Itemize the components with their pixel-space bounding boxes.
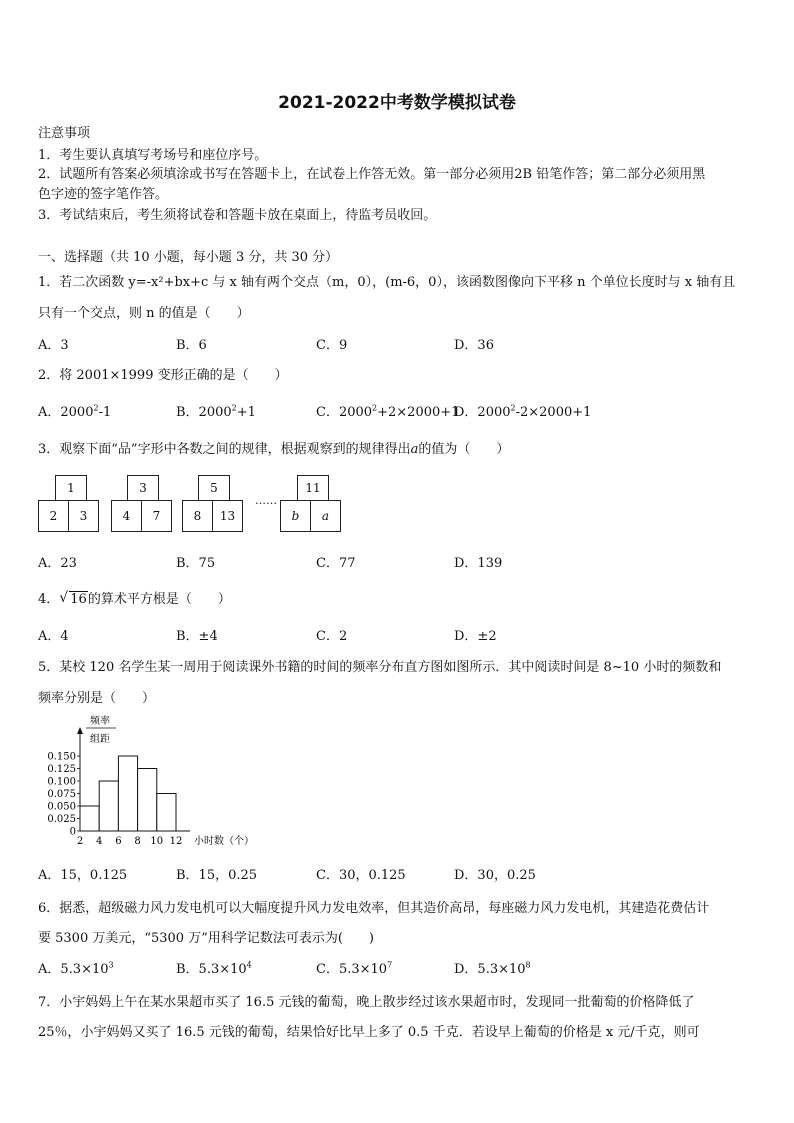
q3-fig3-top: 5	[198, 475, 230, 501]
x-tick-label: 6	[115, 836, 122, 847]
q3-fig2-left: 4	[111, 500, 142, 532]
q3-option-a: A．23	[38, 556, 77, 571]
q6-option-a: A．$5.3\times 10^3$	[38, 960, 114, 977]
q5-stem-1: 5．某校 120 名学生某一周用于阅读课外书籍的时间的频率分布直方图如图所示．其中阅读时间是 8~10 小时的频数和	[38, 660, 722, 675]
q5-option-b: B．15，0.25	[176, 868, 258, 883]
q6-option-d: D．$5.3\times 10^8$	[454, 960, 531, 977]
y-axis-arrow	[77, 727, 83, 734]
y-label-numerator: 频率	[90, 716, 110, 727]
x-tick-label: 4	[96, 836, 103, 847]
histogram-bar	[138, 769, 157, 832]
q3-fig3-left: 8	[182, 500, 213, 532]
q1-option-c: C．9	[316, 338, 348, 353]
x-tick-label: 10	[150, 836, 164, 847]
histogram-bar	[80, 806, 99, 831]
y-tick-label: 0	[69, 826, 76, 838]
q3-fig4-right: a	[310, 500, 341, 532]
q3-fig1-top: 1	[55, 475, 87, 501]
q1-stem-1: 1．若二次函数 y=-x²+bx+c 与 x 轴有两个交点（m，0），(m-6，0），该函数图像向下平移 n 个单位长度时与 x 轴有且	[38, 275, 736, 290]
q5-option-d: D．30，0.25	[454, 868, 536, 883]
y-tick-label: 0.050	[47, 801, 76, 813]
q6-stem-1: 6．据悉，超级磁力风力发电机可以大幅度提升风力发电效率，但其造价高昂，每座磁力风力发电机，其建造花费估计	[38, 901, 710, 916]
q3-fig4-left: b	[280, 500, 311, 532]
page-title: 2021-2022中考数学模拟试卷	[278, 93, 516, 113]
q7-stem-1: 7．小宇妈妈上午在某水果超市买了 16.5 元钱的葡萄，晚上散步经过该水果超市时，发现同一批葡萄的价格降低了	[38, 995, 695, 1010]
histogram-bar	[99, 781, 118, 831]
q2-option-c: C．$2000^2+2\times 2000+1$	[316, 403, 460, 420]
q1-option-d: D．36	[454, 338, 494, 353]
y-tick-label: 0.075	[47, 789, 76, 800]
q1-stem-2: 只有一个交点，则 n 的值是（ ）	[38, 306, 250, 321]
histogram-bar	[118, 756, 137, 831]
notes-line-2: 2．试题所有答案必须填涂或书写在答题卡上，在试卷上作答无效。第一部分必须用2B 铅笔作答；第二部分必须用黑	[38, 167, 706, 182]
q4-stem: 4． √ 16的算术平方根是（ ）	[38, 590, 231, 607]
q2-option-a: A．2000$^2$-1	[38, 403, 112, 420]
q5-stem-2: 频率分别是（ ）	[38, 691, 156, 706]
q6-option-c: C．$5.3\times 10^7$	[316, 960, 393, 977]
y-tick-label: 0.150	[47, 751, 76, 763]
histogram-chart	[30, 712, 270, 852]
notes-heading: 注意事项	[38, 126, 91, 141]
y-label-denominator: 组距	[90, 734, 110, 745]
q5-option-a: A．15，0.125	[38, 868, 128, 883]
q3-option-d: D．139	[454, 556, 503, 571]
x-axis-label: 小时数（个）	[194, 836, 254, 847]
q5-option-c: C．30，0.125	[316, 868, 406, 883]
q4-option-d: D．±2	[454, 629, 497, 644]
x-tick-label: 12	[169, 836, 183, 847]
q7-stem-2: 25％，小宇妈妈又买了 16.5 元钱的葡萄，结果恰好比早上多了 0.5 千克．若设早上葡萄的价格是 x 元/千克，则可	[38, 1025, 700, 1040]
q2-option-b: B．$2000^2+1$	[176, 403, 256, 420]
q3-fig1-left: 2	[38, 500, 69, 532]
q2-stem: 2．将 2001×1999 变形正确的是（ ）	[38, 368, 288, 383]
q6-stem-2: 要 5300 万美元，“5300 万”用科学记数法可表示为( )	[38, 931, 375, 946]
q2-option-d: D．$2000^2-2\times 2000+1$	[454, 403, 592, 420]
sqrt-symbol: √ 16	[59, 590, 87, 607]
histogram-bar	[157, 794, 176, 832]
x-tick-label: 2	[76, 836, 84, 847]
q3-ellipsis: ……	[255, 494, 277, 507]
notes-line-1: 1．考生要认真填写考场号和座位序号。	[38, 148, 268, 163]
q4-option-b: B．±4	[176, 629, 218, 644]
q3-fig2-top: 3	[127, 475, 159, 501]
q4-option-c: C．2	[316, 629, 348, 644]
section-heading: 一、选择题（共 10 小题，每小题 3 分，共 30 分）	[38, 250, 339, 265]
y-tick-label: 0.100	[47, 776, 76, 788]
q3-stem: 3．观察下面“品”字形中各数之间的规律，根据观察到的规律得出a的值为（ ）	[38, 442, 510, 457]
q3-option-b: B．75	[176, 556, 216, 571]
q1-option-b: B．6	[176, 338, 207, 353]
q3-fig4-top: 11	[297, 475, 329, 501]
q3-fig3-right: 13	[212, 500, 243, 532]
q6-option-b: B．$5.3\times 10^4$	[176, 960, 252, 977]
y-tick-label: 0.025	[47, 814, 76, 825]
y-tick-label: 0.125	[47, 764, 76, 775]
q3-option-c: C．77	[316, 556, 356, 571]
q3-fig1-right: 3	[68, 500, 99, 532]
q4-option-a: A．4	[38, 629, 69, 644]
x-tick-label: 8	[134, 836, 141, 847]
q3-fig2-right: 7	[141, 500, 172, 532]
notes-line-3: 色字迹的签字笔作答。	[38, 187, 169, 202]
q1-option-a: A．3	[38, 338, 69, 353]
notes-line-4: 3．考试结束后，考生须将试卷和答题卡放在桌面上，待监考员收回。	[38, 208, 437, 223]
